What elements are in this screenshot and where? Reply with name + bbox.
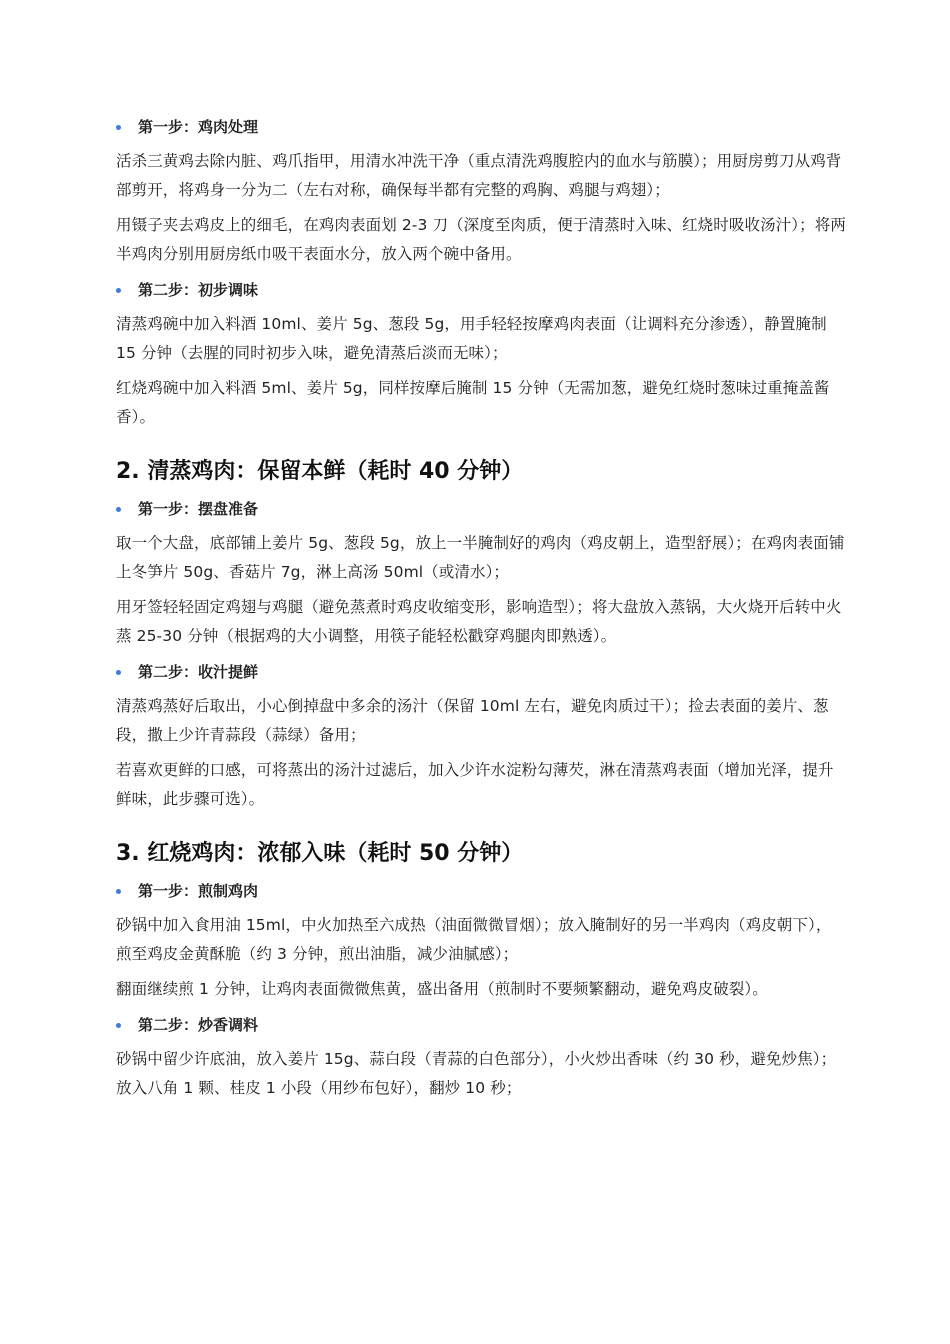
document-page bbox=[116, 106, 846, 1109]
bullet-dot-icon bbox=[116, 288, 121, 293]
step-title: 第一步：摆盘准备 bbox=[138, 500, 259, 518]
step-bullet bbox=[116, 661, 846, 683]
step-title: 第一步：鸡肉处理 bbox=[138, 118, 259, 136]
step-bullet bbox=[116, 279, 846, 301]
paragraph: 砂锅中留少许底油，放入姜片 15g、蒜白段（青蒜的白色部分），小火炒出香味（约 30 秒，避免炒焦）；放入八角 1 颗、桂皮 1 小段（用纱布包好），翻炒 10 秒； bbox=[116, 1050, 837, 1097]
step-title: 第二步：收汁提鲜 bbox=[138, 663, 259, 681]
paragraph: 用牙签轻轻固定鸡翅与鸡腿（避免蒸煮时鸡皮收缩变形，影响造型）；将大盘放入蒸锅，大火烧开后转中火蒸 25-30 分钟（根据鸡的大小调整，用筷子能轻松戳穿鸡腿肉即熟透）。 bbox=[116, 598, 842, 645]
bullet-dot-icon bbox=[116, 507, 121, 512]
paragraph: 翻面继续煎 1 分钟，让鸡肉表面微微焦黄，盛出备用（煎制时不要频繁翻动，避免鸡皮破裂）。 bbox=[116, 980, 768, 998]
paragraph: 取一个大盘，底部铺上姜片 5g、葱段 5g，放上一半腌制好的鸡肉（鸡皮朝上，造型舒展）；在鸡肉表面铺上冬笋片 50g、香菇片 7g，淋上高汤 50ml（或清水）； bbox=[116, 534, 845, 581]
step-bullet bbox=[116, 116, 846, 138]
step-bullet bbox=[116, 1014, 846, 1036]
bullet-dot-icon bbox=[116, 1023, 121, 1028]
step-title: 第二步：炒香调料 bbox=[138, 1016, 259, 1034]
paragraph: 活杀三黄鸡去除内脏、鸡爪指甲，用清水冲洗干净（重点清洗鸡腹腔内的血水与筋膜）；用厨房剪刀从鸡背部剪开，将鸡身一分为二（左右对称，确保每半都有完整的鸡胸、鸡腿与鸡翅）； bbox=[116, 152, 842, 199]
paragraph: 红烧鸡碗中加入料酒 5ml、姜片 5g，同样按摩后腌制 15 分钟（无需加葱，避免红烧时葱味过重掩盖酱香）。 bbox=[116, 379, 830, 426]
bullet-dot-icon bbox=[116, 125, 121, 130]
section-heading: 2. 清蒸鸡肉：保留本鲜（耗时 40 分钟） bbox=[116, 459, 524, 484]
step-title: 第二步：初步调味 bbox=[138, 281, 259, 299]
bullet-dot-icon bbox=[116, 889, 121, 894]
step-bullet bbox=[116, 498, 846, 520]
paragraph: 清蒸鸡蒸好后取出，小心倒掉盘中多余的汤汁（保留 10ml 左右，避免肉质过干）；捡去表面的姜片、葱段，撒上少许青蒜段（蒜绿）备用； bbox=[116, 697, 829, 744]
step-bullet bbox=[116, 880, 846, 902]
step-title: 第一步：煎制鸡肉 bbox=[138, 882, 259, 900]
bullet-dot-icon bbox=[116, 670, 121, 675]
paragraph: 砂锅中加入食用油 15ml，中火加热至六成热（油面微微冒烟）；放入腌制好的另一半鸡肉（鸡皮朝下），煎至鸡皮金黄酥脆（约 3 分钟，煎出油脂，减少油腻感）； bbox=[116, 916, 832, 963]
paragraph: 若喜欢更鲜的口感，可将蒸出的汤汁过滤后，加入少许水淀粉勾薄芡，淋在清蒸鸡表面（增加光泽，提升鲜味，此步骤可选）。 bbox=[116, 761, 834, 808]
section-heading: 3. 红烧鸡肉：浓郁入味（耗时 50 分钟） bbox=[116, 841, 524, 866]
paragraph: 清蒸鸡碗中加入料酒 10ml、姜片 5g、葱段 5g，用手轻轻按摩鸡肉表面（让调料充分渗透），静置腌制 15 分钟（去腥的同时初步入味，避免清蒸后淡而无味）； bbox=[116, 315, 827, 362]
paragraph: 用镊子夹去鸡皮上的细毛，在鸡肉表面划 2-3 刀（深度至肉质，便于清蒸时入味、红烧时吸收汤汁）；将两半鸡肉分别用厨房纸巾吸干表面水分，放入两个碗中备用。 bbox=[116, 216, 846, 263]
